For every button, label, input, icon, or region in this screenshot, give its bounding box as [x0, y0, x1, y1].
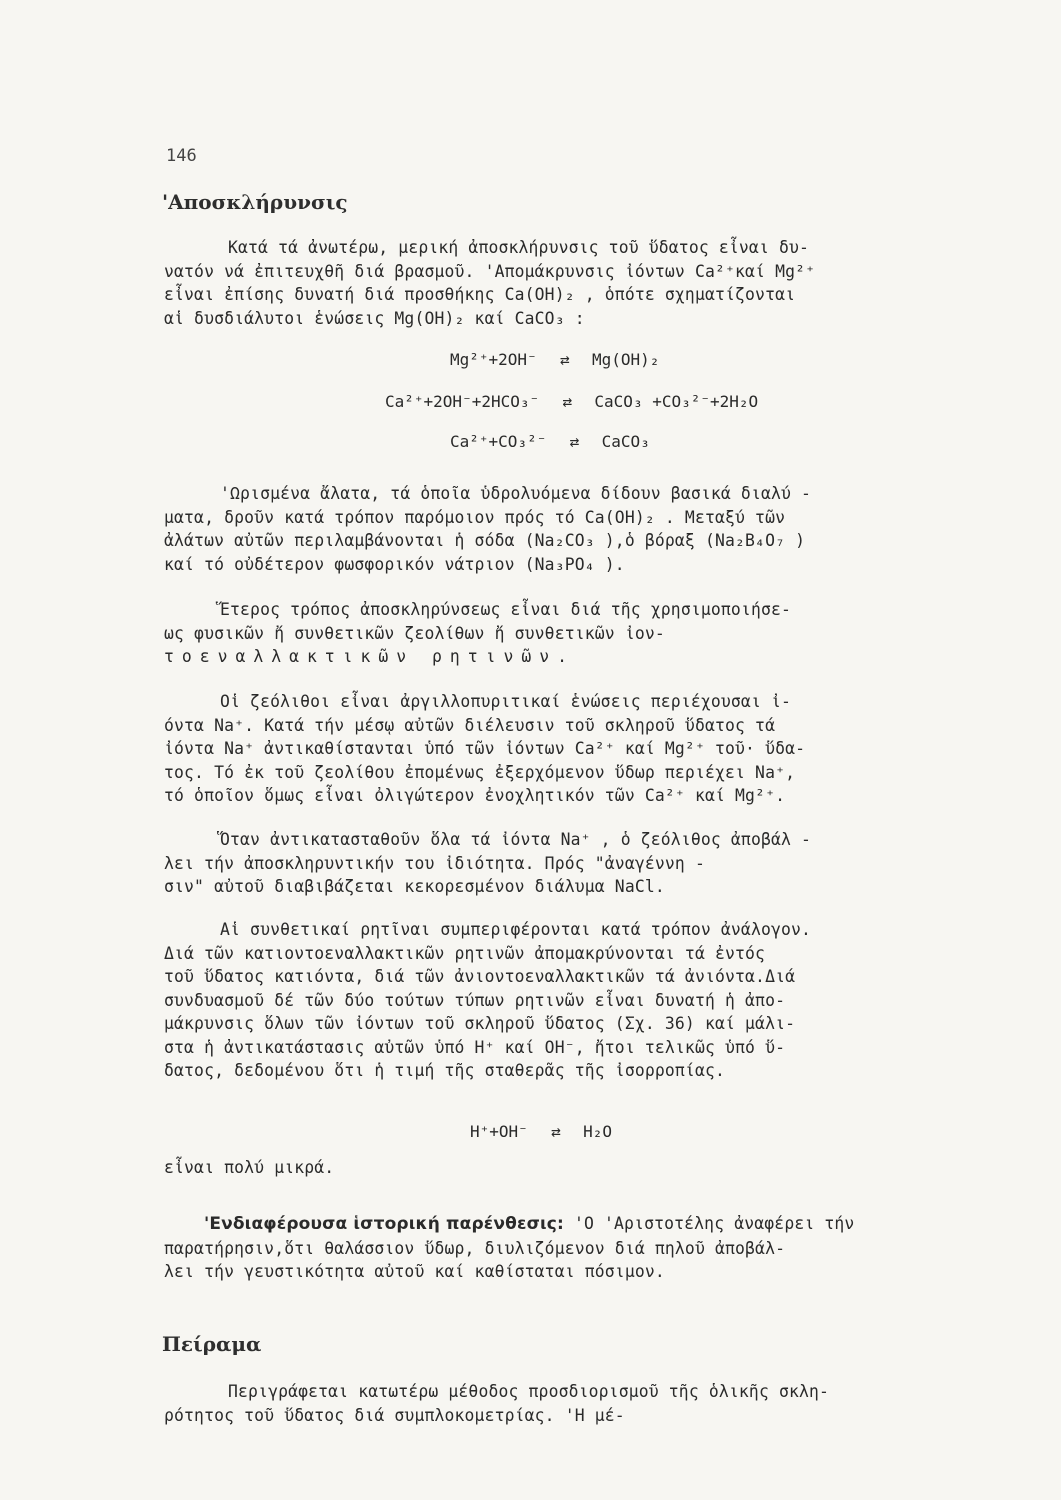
- text-line: ματα, δροῦν κατά τρόπον παρόμοιον πρός τό Ca(OH)₂ . Μεταξύ τῶν: [164, 507, 786, 527]
- section-title-softening: 'Αποσκλήρυνσις: [162, 190, 348, 214]
- text-line: Κατά τά ἀνωτέρω, μερική ἀποσκλήρυνσις τοῦ ὕδατος εἶναι δυ-: [228, 238, 810, 257]
- equilibrium-arrow-icon: ⇄: [551, 1122, 560, 1141]
- text-line: μάκρυνσις ὅλων τῶν ἰόντων τοῦ σκληροῦ ὕδατος (Σχ. 36) καί μάλι-: [164, 1014, 796, 1033]
- text-line: συνδυασμοῦ δέ τῶν δύο τούτων τύπων ρητινῶν εἶναι δυνατή ἡ ἀπο-: [164, 990, 786, 1010]
- text-line: δατος, δεδομένου ὅτι ἡ τιμή τῆς σταθερᾶς τῆς ἰσορροπίας.: [164, 1061, 726, 1080]
- text-line: Οἱ ζεόλιθοι εἶναι ἀργιλλοπυριτικαί ἑνώσεις περιέχουσαι ἰ-: [220, 692, 792, 711]
- text-line: σιν" αὐτοῦ διαβιβάζεται κεκορεσμένον διάλυμα NaCl.: [164, 877, 665, 896]
- paragraph-resins: [164, 918, 982, 1083]
- text-line: 'Ωρισμένα ἄλατα, τά ὁποῖα ὑδρολυόμενα δίδουν βασικά διαλύ -: [220, 484, 812, 503]
- text-line: εἶναι ἐπίσης δυνατή διά προσθήκης Ca(OH)₂ , ὁπότε σχηματίζονται: [164, 285, 796, 304]
- equilibrium-arrow-icon: ⇄: [560, 350, 569, 369]
- equation-right: Mg(OH)₂: [591, 350, 660, 369]
- paragraph-zeolites: [164, 690, 982, 808]
- text-line: ἰόντα Na⁺ ἀντικαθίστανται ὑπό τῶν ἰόντων Ca²⁺ καί Mg²⁺ τοῦ· ὕδα-: [164, 739, 806, 758]
- equilibrium-arrow-icon: ⇄: [562, 392, 572, 411]
- equation-right: H₂O: [583, 1122, 612, 1141]
- text-line: παρατήρησιν,ὅτι θαλάσσιον ὕδωρ, διυλιζόμενον διά πηλοῦ ἀποβάλ-: [164, 1238, 786, 1258]
- text-line: λει τήν γευστικότητα αὐτοῦ καί καθίσταται πόσιμον.: [164, 1262, 665, 1281]
- equation-3: [450, 432, 650, 451]
- text-line: ἀλάτων αὐτῶν περιλαμβάνονται ἡ σόδα (Na₂CO₃ ),ὁ βόραξ (Na₂B₄O₇ ): [164, 531, 806, 550]
- paragraph-regeneration: [164, 828, 982, 899]
- equation-left: Mg²⁺+2OH⁻: [450, 350, 537, 369]
- text-line: στα ἡ ἀντικατάστασις αὐτῶν ὑπό H⁺ καί OH⁻, ἤτοι τελικῶς ὑπό ὕ-: [164, 1037, 786, 1057]
- text-line: Διά τῶν κατιοντοεναλλακτικῶν ρητινῶν ἀπομακρύνονται τά ἐντός: [164, 943, 766, 963]
- equation-1: [450, 350, 659, 369]
- text-small-constant: εἶναι πολύ μικρά.: [164, 1158, 335, 1177]
- text-line: 'Ο 'Αριστοτέλης ἀναφέρει τήν: [563, 1214, 855, 1233]
- text-line: τό ὁποῖον ὅμως εἶναι ὀλιγώτερον ἐνοχλητικόν τῶν Ca²⁺ καί Mg²⁺.: [164, 786, 786, 805]
- paragraph-historical-note: [164, 1212, 982, 1284]
- equation-left: Ca²⁺+2OH⁻+2HCO₃⁻: [385, 392, 540, 411]
- section-title-experiment: Πείραμα: [162, 1332, 262, 1356]
- text-line: τοῦ ὕδατος κατιόντα, διά τῶν ἀνιοντοεναλλακτικῶν τά ἀνιόντα.Διά: [164, 967, 796, 986]
- equation-right: CaCO₃: [601, 432, 650, 451]
- text-line: Αἱ συνθετικαί ρητῖναι συμπεριφέρονται κατά τρόπον ἀνάλογον.: [220, 920, 812, 939]
- text-line: ρότητος τοῦ ὕδατος διά συμπλοκομετρίας. 'Η μέ-: [164, 1405, 625, 1425]
- paragraph-zeolites-intro: [164, 598, 982, 669]
- equilibrium-arrow-icon: ⇄: [569, 432, 579, 451]
- text-line: όντα Na⁺. Κατά τήν μέσῳ αὐτῶν διέλευσιν τοῦ σκληροῦ ὕδατος τά: [164, 715, 776, 735]
- paragraph-salts: [164, 482, 982, 576]
- equation-left: Ca²⁺+CO₃²⁻: [450, 432, 547, 451]
- text-line: καί τό οὐδέτερον φωσφορικόν νάτριον (Na₃PO₄ ).: [164, 554, 625, 574]
- text-line: αἱ δυσδιάλυτοι ἑνώσεις Mg(OH)₂ καί CaCO₃ :: [164, 308, 585, 328]
- page-number: 146: [166, 146, 197, 166]
- paragraph-intro: [164, 236, 982, 330]
- text-line: ως φυσικῶν ἤ συνθετικῶν ζεολίθων ἤ συνθετικῶν ἰον-: [164, 623, 665, 643]
- text-line: Περιγράφεται κατωτέρω μέθοδος προσδιορισμοῦ τῆς ὁλικῆς σκλη-: [228, 1382, 830, 1401]
- paragraph-experiment: [164, 1380, 982, 1427]
- equation-right: CaCO₃ +CO₃²⁻+2H₂O: [594, 392, 759, 411]
- equation-2: [385, 392, 758, 411]
- text-line: τος. Τό ἐκ τοῦ ζεολίθου ἐπομένως ἐξερχόμενον ὕδωρ περιέχει Na⁺,: [164, 762, 796, 782]
- equation-left: H⁺+OH⁻: [470, 1122, 528, 1141]
- text-line: Ἕτερος τρόπος ἀποσκληρύνσεως εἶναι διά τῆς χρησιμοποιήσε-: [220, 600, 792, 619]
- text-line: λει τήν ἀποσκληρυντικήν του ἰδιότητα. Πρός "ἀναγέννη -: [164, 853, 705, 873]
- text-line: νατόν νά ἐπιτευχθῆ διά βρασμοῦ. 'Απομάκρυνσις ἰόντων Ca²⁺καί Mg²⁺: [164, 261, 816, 281]
- equation-water: [470, 1122, 612, 1141]
- note-title: 'Ενδιαφέρουσα ἱστορική παρένθεσις:: [204, 1214, 564, 1234]
- text-line: Ὅταν ἀντικατασταθοῦν ὅλα τά ἰόντα Na⁺ , ὁ ζεόλιθος ἀποβάλ -: [220, 830, 812, 849]
- text-line: τοεναλλακτικῶν ρητινῶν.: [164, 647, 575, 666]
